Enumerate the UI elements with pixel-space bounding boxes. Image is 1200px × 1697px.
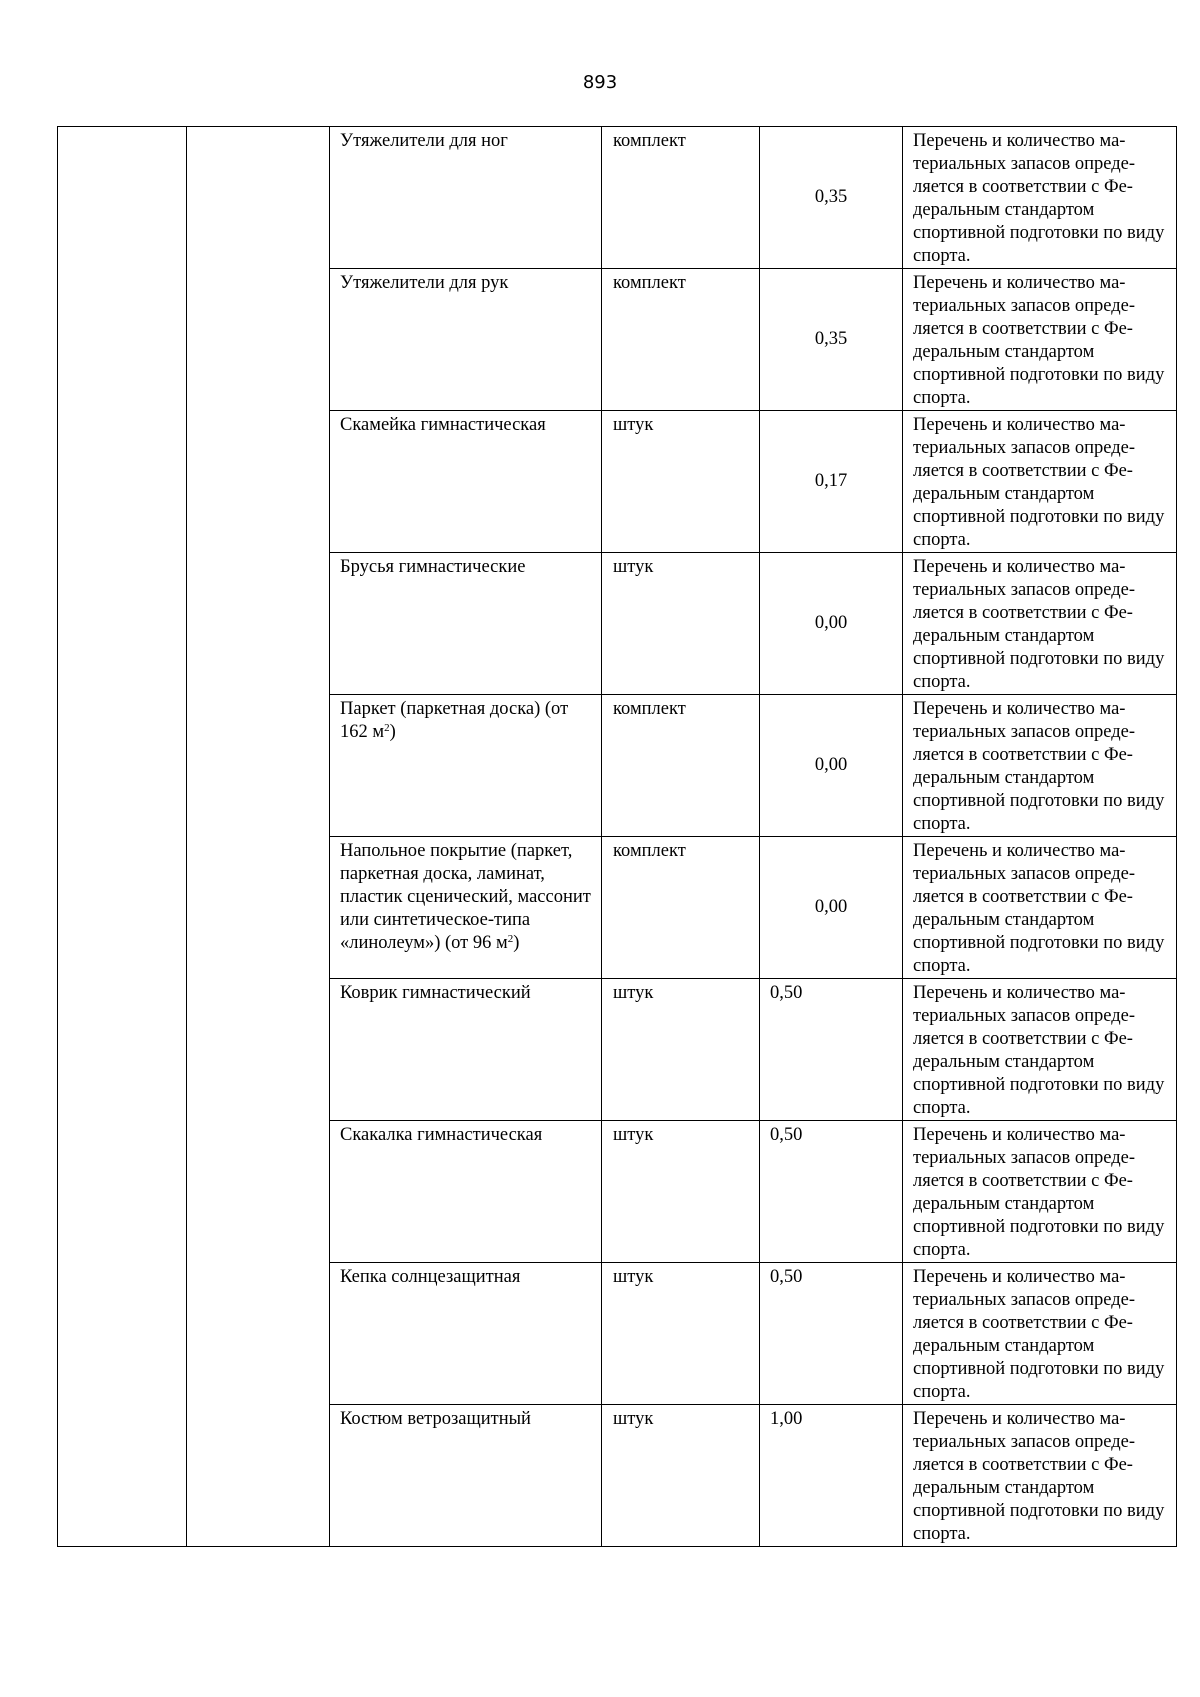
item-quantity: 0,00 (814, 755, 848, 775)
item-unit: штук (613, 1267, 654, 1287)
item-unit: комплект (613, 841, 686, 861)
table-row (58, 127, 1177, 269)
item-name-cell (330, 269, 602, 411)
item-name-tail: ) (513, 933, 520, 953)
item-name-cell (330, 837, 602, 979)
item-quantity-cell (760, 269, 903, 411)
item-name: Скакалка гимнастическая (340, 1125, 543, 1145)
area-unit-superscript: 2 (507, 933, 514, 945)
material-table (57, 126, 1177, 1547)
item-quantity: 0,00 (814, 897, 848, 917)
item-unit-cell (602, 127, 760, 269)
item-note-cell (903, 411, 1177, 553)
item-quantity: 0,50 (770, 983, 803, 1003)
item-name-cell (330, 411, 602, 553)
item-note: Перечень и количество ма-териальных запасов опреде-ляется в соответствии с Фе-деральным стандартом спортивной подготовки по виду спорта. (913, 415, 1165, 550)
item-quantity-cell (760, 127, 903, 269)
item-quantity-cell (760, 979, 903, 1121)
item-unit-cell (602, 979, 760, 1121)
item-unit: штук (613, 1125, 654, 1145)
item-note-cell (903, 1405, 1177, 1547)
item-unit: штук (613, 983, 654, 1003)
item-name-tail: ) (389, 722, 396, 742)
area-unit-superscript: 2 (384, 722, 390, 734)
item-quantity: 0,00 (814, 613, 848, 633)
item-name: Утяжелители для рук (340, 273, 509, 293)
item-note: Перечень и количество ма-териальных запасов опреде-ляется в соответствии с Фе-деральным стандартом спортивной подготовки по виду спорта. (913, 131, 1165, 266)
item-note-cell (903, 269, 1177, 411)
item-quantity-cell (760, 1263, 903, 1405)
item-name: Кепка солнцезащитная (340, 1267, 521, 1287)
item-unit: штук (613, 415, 654, 435)
item-name-cell (330, 1405, 602, 1547)
item-unit-cell (602, 695, 760, 837)
item-unit: комплект (613, 699, 686, 719)
item-quantity: 0,35 (814, 329, 848, 349)
item-name: Коврик гимнастический (340, 983, 531, 1003)
page-number: 893 (582, 72, 618, 93)
material-table-body (58, 127, 1177, 1547)
item-note: Перечень и количество ма-териальных запасов опреде-ляется в соответствии с Фе-деральным стандартом спортивной подготовки по виду спорта. (913, 557, 1165, 692)
item-unit-cell (602, 1121, 760, 1263)
item-quantity-cell (760, 553, 903, 695)
item-name: Скамейка гимнастическая (340, 415, 546, 435)
item-unit: штук (613, 557, 654, 577)
item-note: Перечень и количество ма-териальных запасов опреде-ляется в соответствии с Фе-деральным стандартом спортивной подготовки по виду спорта. (913, 1125, 1165, 1260)
item-unit: штук (613, 1409, 654, 1429)
item-name-cell (330, 1263, 602, 1405)
item-unit-cell (602, 269, 760, 411)
item-note: Перечень и количество ма-териальных запасов опреде-ляется в соответствии с Фе-деральным стандартом спортивной подготовки по виду спорта. (913, 273, 1165, 408)
item-name: Утяжелители для ног (340, 131, 508, 151)
item-note: Перечень и количество ма-териальных запасов опреде-ляется в соответствии с Фе-деральным стандартом спортивной подготовки по виду спорта. (913, 1267, 1165, 1402)
item-name: Напольное покрытие (паркет, паркетная доска, ламинат, пластик сценический, массонит или синтетическое-типа «линолеум») (от 96 м (340, 841, 591, 953)
item-quantity: 0,17 (814, 471, 848, 491)
item-note-cell (903, 695, 1177, 837)
empty-column-2-cell (187, 127, 330, 1547)
item-unit-cell (602, 553, 760, 695)
item-note-cell (903, 1263, 1177, 1405)
item-unit-cell (602, 1263, 760, 1405)
item-name: Брусья гимнастические (340, 557, 526, 577)
item-unit-cell (602, 411, 760, 553)
item-note-cell (903, 1121, 1177, 1263)
item-name: Паркет (паркетная доска) (от 162 м (340, 699, 569, 742)
item-note-cell (903, 127, 1177, 269)
item-note: Перечень и количество ма-териальных запасов опреде-ляется в соответствии с Фе-деральным стандартом спортивной подготовки по виду спорта. (913, 841, 1165, 976)
item-name-cell (330, 127, 602, 269)
item-quantity-cell (760, 837, 903, 979)
item-name-cell (330, 553, 602, 695)
item-note: Перечень и количество ма-териальных запасов опреде-ляется в соответствии с Фе-деральным стандартом спортивной подготовки по виду спорта. (913, 699, 1165, 834)
item-quantity: 0,50 (770, 1267, 803, 1287)
item-note: Перечень и количество ма-териальных запасов опреде-ляется в соответствии с Фе-деральным стандартом спортивной подготовки по виду спорта. (913, 983, 1165, 1118)
item-note-cell (903, 837, 1177, 979)
item-unit-cell (602, 1405, 760, 1547)
empty-column-1-cell (58, 127, 187, 1547)
item-unit-cell (602, 837, 760, 979)
item-name-cell (330, 1121, 602, 1263)
item-name-cell (330, 979, 602, 1121)
item-quantity-cell (760, 695, 903, 837)
item-note-cell (903, 553, 1177, 695)
item-quantity: 0,50 (770, 1125, 803, 1145)
item-unit: комплект (613, 273, 686, 293)
item-quantity-cell (760, 411, 903, 553)
item-note: Перечень и количество ма-териальных запасов опреде-ляется в соответствии с Фе-деральным стандартом спортивной подготовки по виду спорта. (913, 1409, 1165, 1544)
item-unit: комплект (613, 131, 686, 151)
item-quantity-cell (760, 1405, 903, 1547)
item-quantity-cell (760, 1121, 903, 1263)
item-quantity: 0,35 (814, 187, 848, 207)
item-name: Костюм ветрозащитный (340, 1409, 531, 1429)
item-name-cell (330, 695, 602, 837)
item-quantity: 1,00 (770, 1409, 803, 1429)
item-note-cell (903, 979, 1177, 1121)
